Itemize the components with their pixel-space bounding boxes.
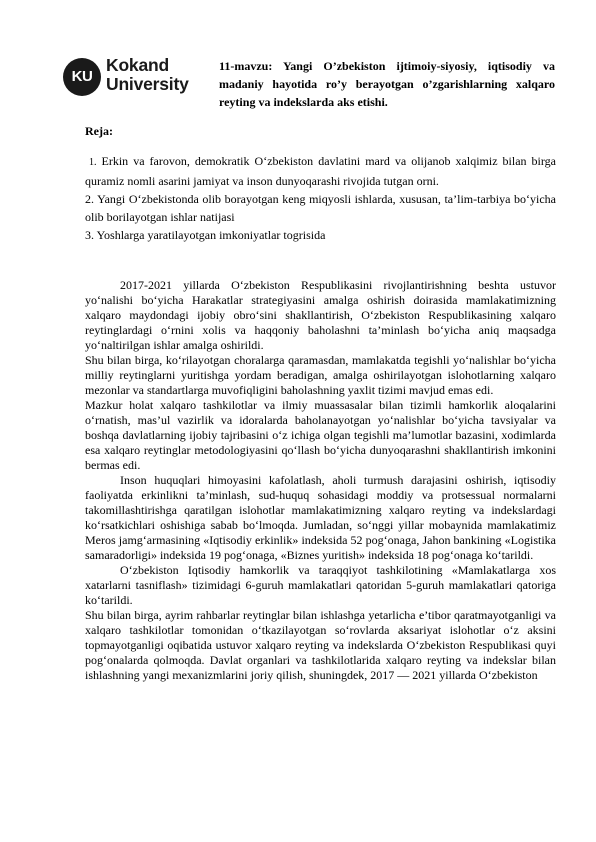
paragraph: O‘zbekiston Iqtisodiy hamkorlik va taraqqiyot tashkilotining «Mamlakatlarga xos xatarlarni tasniflash» tizimidagi 6-guruh mamlakatlari qatoridan 5-guruh mamlakatlari qatoriga ko‘tarildi.	[85, 563, 556, 607]
plan-item-1-text: Erkin va farovon, demokratik O‘zbekiston davlatini mard va olijanob xalqimiz bilan birga quramiz nomli asarini jamiyat va inson dunyoqarashi rivojida tutgan orni.	[85, 154, 557, 188]
plan-item-2	[85, 190, 556, 226]
plan-label: Reja:	[85, 124, 113, 138]
plan-item-1-num: 1.	[89, 157, 97, 168]
university-logo	[63, 54, 213, 102]
logo-ku-mark: KU	[63, 58, 101, 96]
plan-item-2-text: Yangi O‘zbekistonda olib borayotgan keng miqyosli ishlarda, xususan, ta’lim-tarbiya bo‘yicha olib borilayotgan ishlar natijasi	[85, 192, 556, 224]
paragraph: Shu bilan birga, ayrim rahbarlar reytinglar bilan ishlashga yetarlicha e’tibor qaratmayotganligi va xalqaro tashkilotlar tomonidan o‘tkazilayotgan so‘rovlarda aksariyat islohotlar o‘z aksini topmayotganligi oqibatida ustuvor xalqaro reyting va indekslarda O‘zbekiston Respublikasi quyi pog‘onalarda qolmoqda. Davlat organlari va tashkilotlarida xalqaro reyting va indekslar bilan ishlashning yangi mexanizmlarini joriy qilish, shuningdek, 2017 — 2021 yillarda O‘zbekiston	[85, 608, 556, 682]
plan-item-3	[85, 226, 556, 244]
logo-line-2: University	[106, 74, 189, 94]
paragraph: 2017-2021 yillarda O‘zbekiston Respublikasini rivojlantirishning beshta ustuvor yo‘nalishi bo‘yicha Harakatlar strategiyasini amalga oshirish doirasida mamlakatimizning xalqaro maydondagi ijobiy obro‘sini shakllantirish, O‘zbekiston Respublikasining xalqaro reytinglardagi o‘rnini xolis va haqqoniy baholashni ta’minlash bo‘yicha aniq maqsadga yo‘naltirilgan ishlar amalga oshirildi.	[85, 278, 556, 352]
paragraph: Shu bilan birga, ko‘rilayotgan choralarga qaramasdan, mamlakatda tegishli yo‘nalishlar bo‘yicha milliy reytinglarni yuritishga yordam beradigan, amalga oshirilayotgan islohotlarning xalqaro mezonlar va standartlarga muvofiqligini baholashning yaxlit tizimi mavjud emas edi.	[85, 353, 556, 397]
paragraph: Inson huquqlari himoyasini kafolatlash, aholi turmush darajasini oshirish, iqtisodiy faoliyatda erkinlikni ta’minlash, sud-huquq sohasidagi moddiy va protsessual normalarni takomillashtirishga qaratilgan islohotlar mamlakatimizning xalqaro reyting va indekslardagi ko‘rsatkichlari oshishiga sabab bo‘lmoqda. Jumladan, so‘nggi yillar mobaynida mamlakatimiz Meros jamg‘armasining «Iqtisodiy erkinlik» indeksida 52 pog‘onaga, Jahon bankining «Logistika samaradorligi» indeksida 19 pog‘onaga, «Biznes yuritish» indeksida 18 pog‘onaga ko‘tarildi.	[85, 473, 556, 562]
topic-title: 11-mavzu: Yangi O’zbekiston ijtimoiy-siyosiy, iqtisodiy va madaniy hayotida ro’y berayotgan o’zgarishlarning xalqaro reyting va indekslarda aks etishi.	[219, 59, 555, 109]
plan-item-2-num: 2.	[85, 192, 94, 206]
plan-list	[85, 152, 556, 244]
paragraph: Mazkur holat xalqaro tashkilotlar va ilmiy muassasalar bilan tizimli hamkorlik aloqalarini o‘rnatish, mas’ul vazirlik va idoralarda baholanayotgan yo‘nalishlar bo‘yicha tavsiyalar va boshqa davlatlarning ijobiy tajribasini o‘z ichiga olgan tegishli ma’lumotlar bazasini, xodimlarda esa xalqaro reytinglar metodologiyasini qo‘llash bo‘yicha dunyoqarashni shakllantirish imkonini bermas edi.	[85, 398, 556, 472]
plan-item-3-num: 3.	[85, 228, 94, 242]
plan-item-3-text: Yoshlarga yaratilayotgan imkoniyatlar togrisida	[96, 228, 326, 242]
logo-wordmark	[106, 56, 189, 94]
logo-line-1: Kokand	[106, 55, 169, 75]
body-text	[85, 278, 556, 683]
plan-item-1	[85, 152, 556, 190]
